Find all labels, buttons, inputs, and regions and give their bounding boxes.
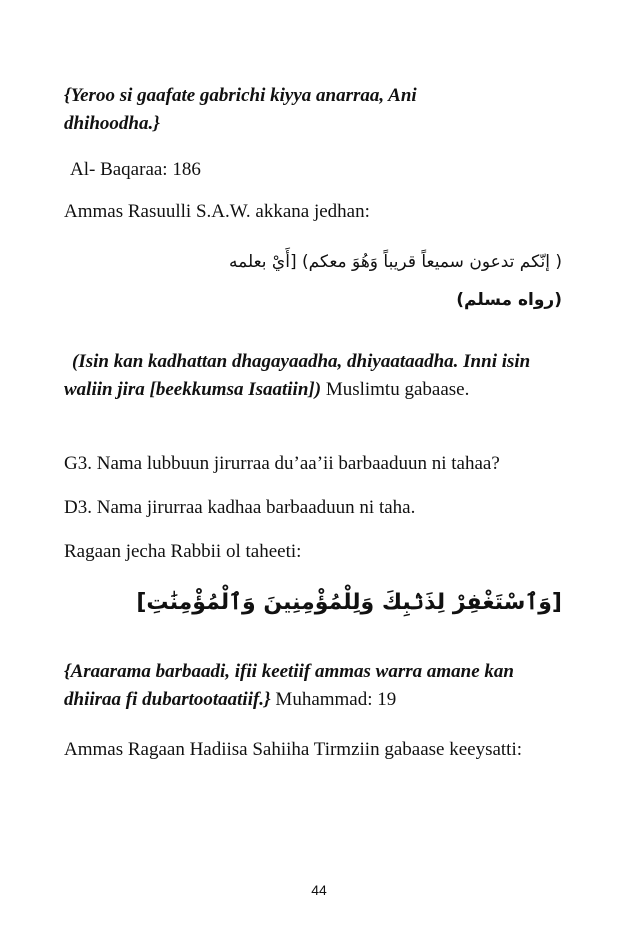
arabic-hadith-source: (رواه مسلم) bbox=[456, 290, 562, 310]
question-g3: G3. Nama lubbuun jirurraa du’aa’ii barbaaduun ni tahaa? bbox=[64, 453, 500, 474]
ref-baqaraa: Al- Baqaraa: 186 bbox=[70, 159, 201, 180]
verse-translation bbox=[64, 658, 564, 714]
translation-source: Muslimtu gabaase. bbox=[321, 379, 470, 400]
intro-hadith: Ammas Rasuulli S.A.W. akkana jedhan: bbox=[64, 201, 370, 222]
intro-verse: Ragaan jecha Rabbii ol taheeti: bbox=[64, 541, 302, 562]
hadith-translation bbox=[64, 348, 564, 404]
page-number: 44 bbox=[311, 882, 327, 898]
translation-text: (Isin kan kadhattan dhagayaadha, dhiyaataadha. Inni isin waliin jira [beekkumsa Isaatiin]) bbox=[64, 351, 531, 400]
verse-translation-text: {Araarama barbaadi, ifii keetiif ammas warra amane kan dhiiraa fi dubartootaatiif.} bbox=[64, 661, 514, 710]
intro-tirmizi: Ammas Ragaan Hadiisa Sahiiha Tirmziin gabaase keeysatti: bbox=[64, 739, 523, 760]
arabic-hadith: ( إنّكم تدعون سميعاً قريباً وَهُوَ معكم) [أَيْ بعلمه bbox=[229, 252, 562, 272]
arabic-verse: [وَٱسْتَغْفِرْ لِذَنۢبِكَ وَلِلْمُؤْمِنِينَ وَٱلْمُؤْمِنَٰتِ] bbox=[136, 590, 562, 615]
ref-muhammad: Muhammad: 19 bbox=[270, 689, 397, 710]
answer-d3: D3. Nama jirurraa kadhaa barbaaduun ni taha. bbox=[64, 497, 416, 518]
quote-baqaraa: {Yeroo si gaafate gabrichi kiyya anarraa, Ani dhihoodha.} bbox=[64, 85, 417, 134]
